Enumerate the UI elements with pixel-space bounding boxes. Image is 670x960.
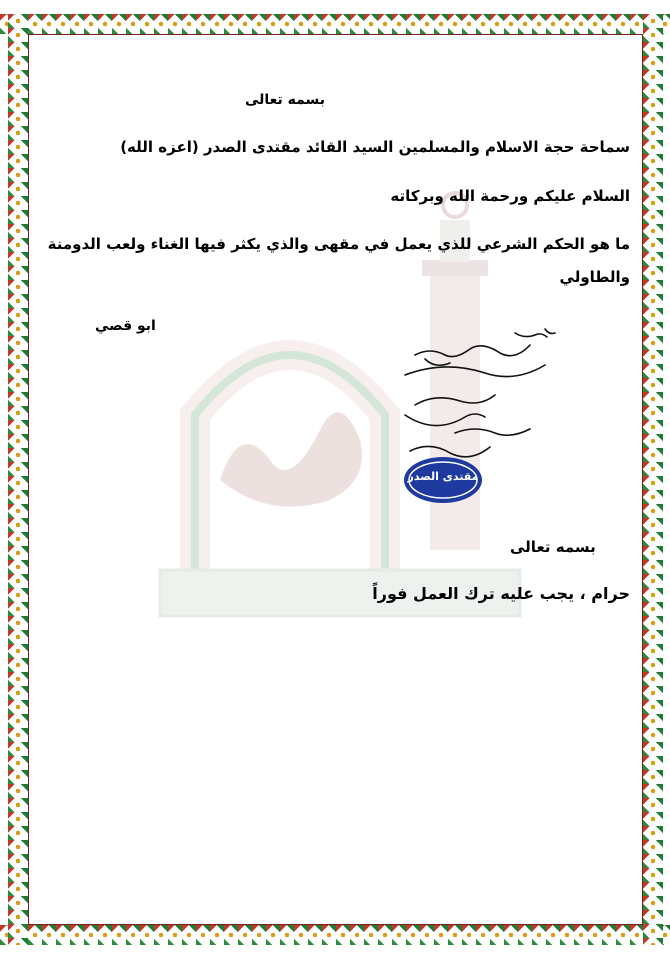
inner-frame-top (28, 34, 643, 35)
seal-stamp-text: مقتدى الصدر (407, 470, 479, 483)
question-line-1: ما هو الحكم الشرعي للذي يعمل في مقهى والذي يكثر فيها الغناء ولعب الدومنة (47, 235, 630, 253)
greeting-line: السلام عليكم ورحمة الله وبركاته (390, 187, 630, 205)
addressee-line: سماحة حجة الاسلام والمسلمين السيد القائد مقتدى الصدر (اعزه الله) (120, 138, 630, 156)
decorative-border-top (0, 14, 670, 34)
inner-frame-right (642, 34, 643, 925)
decorative-border-right (643, 14, 663, 945)
inner-frame-left (28, 34, 29, 925)
inner-frame-bottom (28, 924, 643, 925)
answer-line: حرام ، يجب عليه ترك العمل فوراً (372, 584, 630, 603)
answer-basmala-heading: بسمه تعالى (510, 538, 596, 556)
handwritten-answer-image (395, 315, 565, 465)
decorative-border-left (8, 14, 28, 945)
decorative-border-bottom (0, 925, 670, 945)
question-line-2: والطاولي (559, 268, 630, 286)
basmala-heading: بسمه تعالى (244, 92, 326, 108)
asker-signature: ابو قصي (95, 318, 156, 334)
